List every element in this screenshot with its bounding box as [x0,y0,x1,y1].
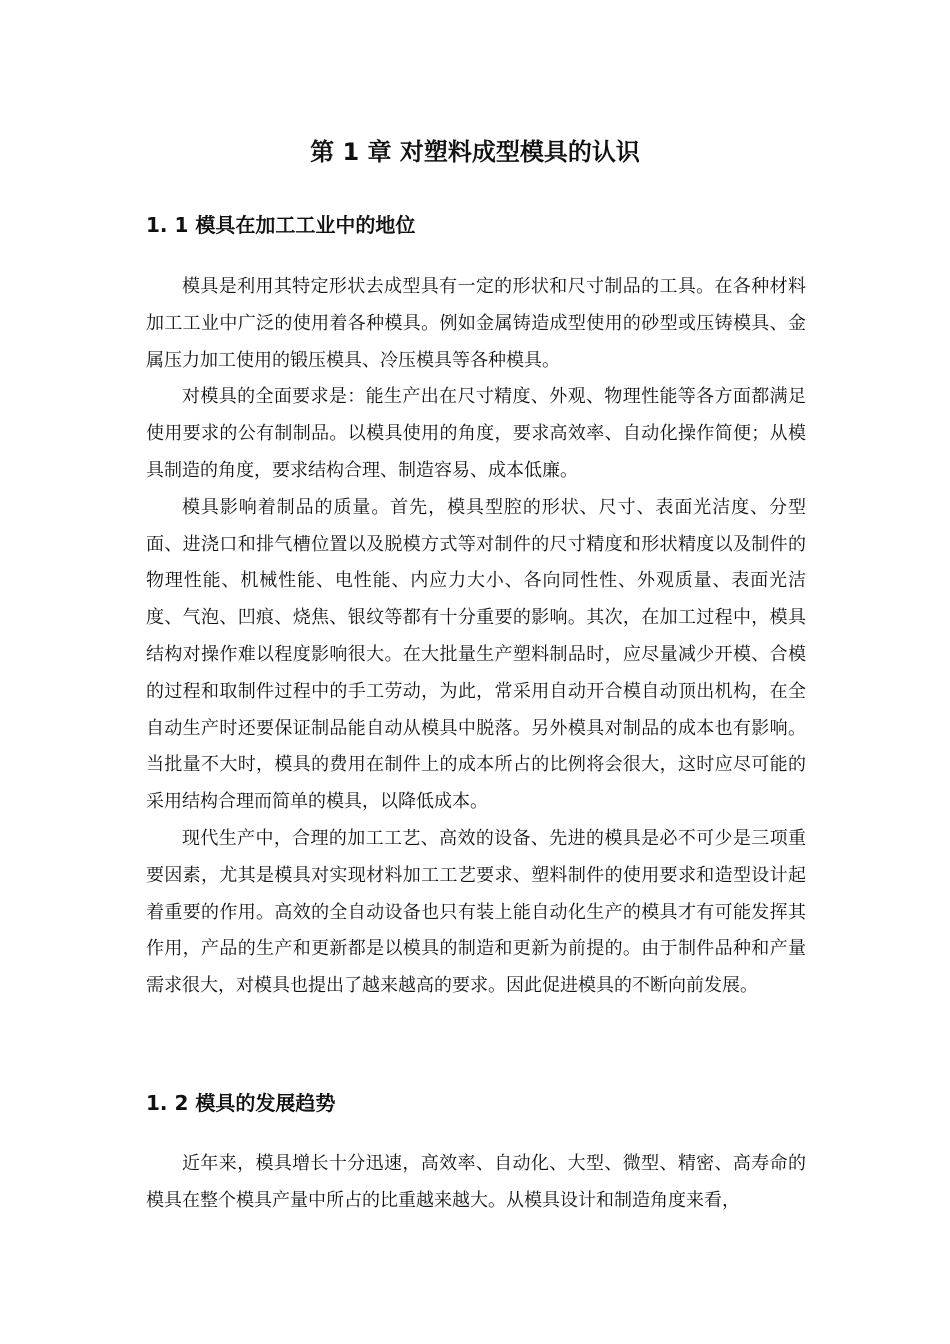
chapter-title: 第 1 章 对塑料成型模具的认识 [310,138,640,166]
section-heading-1-2: 1. 2 模具的发展趋势 [146,1091,336,1115]
paragraph: 模具是利用其特定形状去成型具有一定的形状和尺寸制品的工具。在各种材料加工工业中广泛的使用着各种模具。例如金属铸造成型使用的砂型或压铸模具、金属压力加工使用的锻压模具、冷压模具等各种模具。 [146,276,806,371]
section-body-1-2 [146,1146,806,1220]
paragraph: 现代生产中，合理的加工工艺、高效的设备、先进的模具是必不可少是三项重要因素，尤其是模具对实现材料加工工艺要求、塑料制件的使用要求和造型设计起着重要的作用。高效的全自动设备也只有装上能自动化生产的模具才有可能发挥其作用，产品的生产和更新都是以模具的制造和更新为前提的。由于制件品种和产量需求很大，对模具也提出了越来越高的要求。因此促进模具的不断向前发展。 [146,827,806,997]
section-body-1-1 [146,269,806,1005]
section-heading-1-1: 1. 1 模具在加工工业中的地位 [146,213,416,237]
paragraph: 近年来，模具增长十分迅速，高效率、自动化、大型、微型、精密、高寿命的模具在整个模具产量中所占的比重越来越大。从模具设计和制造角度来看， [146,1153,806,1211]
paragraph: 对模具的全面要求是：能生产出在尺寸精度、外观、物理性能等各方面都满足使用要求的公有制制品。以模具使用的角度，要求高效率、自动化操作简便；从模具制造的角度，要求结构合理、制造容易、成本低廉。 [146,386,806,481]
paragraph: 模具影响着制品的质量。首先，模具型腔的形状、尺寸、表面光洁度、分型面、进浇口和排气槽位置以及脱模方式等对制件的尺寸精度和形状精度以及制件的物理性能、机械性能、电性能、内应力大小、各向同性性、外观质量、表面光洁度、气泡、凹痕、烧焦、银纹等都有十分重要的影响。其次，在加工过程中，模具结构对操作难以程度影响很大。在大批量生产塑料制品时，应尽量减少开模、合模的过程和取制件过程中的手工劳动，为此，常采用自动开合模自动顶出机构，在全自动生产时还要保证制品能自动从模具中脱落。另外模具对制品的成本也有影响。当批量不大时，模具的费用在制件上的成本所占的比例将会很大，这时应尽可能的采用结构合理而简单的模具，以降低成本。 [146,496,806,813]
